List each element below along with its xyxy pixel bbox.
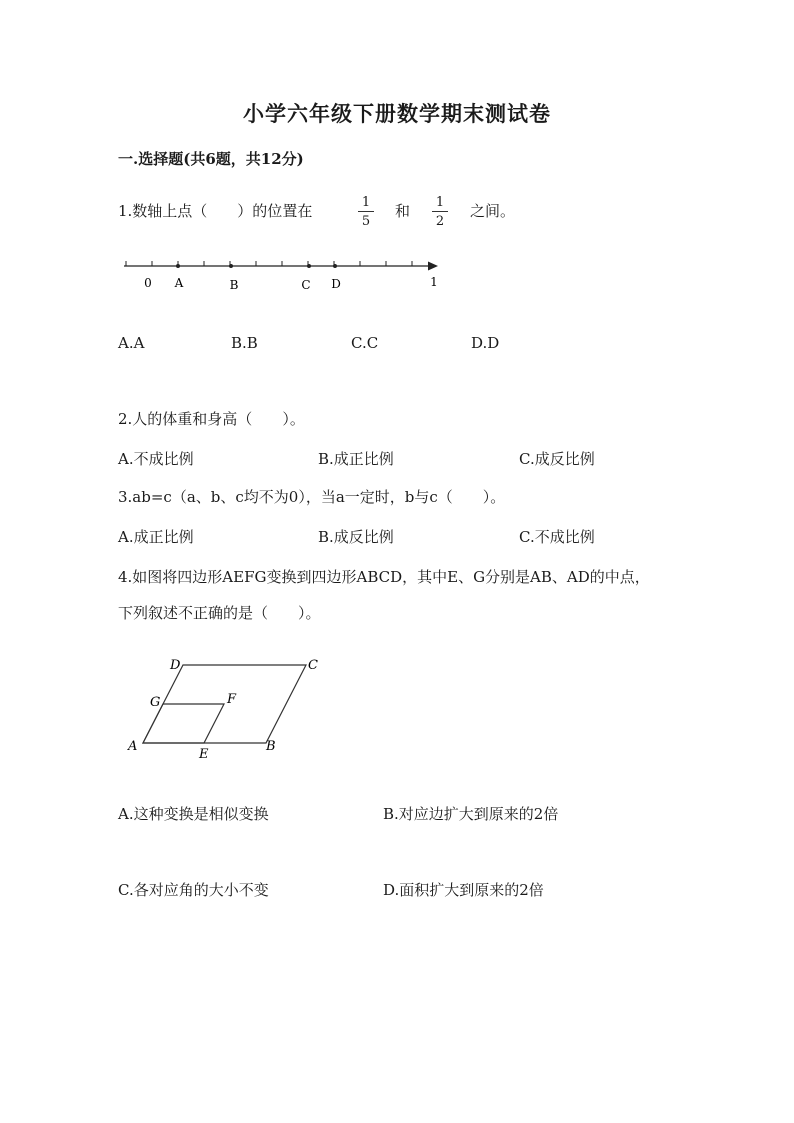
q1-frac1-denominator: 5 bbox=[361, 214, 371, 229]
q4-option-c: C.各对应角的大小不变 bbox=[118, 881, 269, 899]
label-point-d: D bbox=[331, 277, 341, 291]
q1-fraction-one-fifth bbox=[358, 196, 374, 228]
vertex-a-label: A bbox=[128, 739, 138, 754]
q2-option-a: A.不成比例 bbox=[118, 450, 194, 468]
section-heading: 一.选择题(共6题，共12分) bbox=[118, 150, 304, 168]
q4-parallelogram-figure bbox=[120, 650, 340, 765]
q1-fraction-one-half bbox=[432, 196, 448, 228]
q1-option-c: C.C bbox=[351, 334, 379, 352]
q1-frac2-numerator: 1 bbox=[432, 196, 448, 212]
vertex-b-label: B bbox=[266, 739, 276, 754]
q2-option-b: B.成正比例 bbox=[318, 450, 394, 468]
q2-option-c: C.成反比例 bbox=[519, 450, 595, 468]
q3-text: 3.ab=c（a、b、c均不为0），当a一定时，b与c（ ）。 bbox=[118, 488, 506, 506]
point-b-dot bbox=[229, 264, 233, 268]
q4-option-d: D.面积扩大到原来的2倍 bbox=[383, 881, 544, 899]
number-line-ticks bbox=[126, 261, 412, 266]
q1-prefix: 1.数轴上点（ ）的位置在 bbox=[118, 202, 313, 220]
q4-text-line1: 4.如图将四边形AEFG变换到四边形ABCD，其中E、G分别是AB、AD的中点， bbox=[118, 568, 650, 586]
q4-option-b: B.对应边扩大到原来的2倍 bbox=[383, 805, 559, 823]
q1-and: 和 bbox=[395, 202, 411, 220]
point-d-dot bbox=[333, 264, 337, 268]
label-zero: 0 bbox=[144, 276, 152, 290]
q1-frac2-denominator: 2 bbox=[435, 214, 445, 229]
vertex-c-label: C bbox=[308, 658, 318, 673]
vertex-f-label: F bbox=[227, 692, 237, 707]
vertex-g-label: G bbox=[150, 695, 161, 710]
q1-option-a: A.A bbox=[118, 334, 145, 352]
vertex-e-label: E bbox=[199, 747, 209, 762]
vertex-d-label: D bbox=[170, 658, 181, 673]
label-one: 1 bbox=[430, 275, 438, 289]
q4-option-a: A.这种变换是相似变换 bbox=[118, 805, 269, 823]
q1-number-line bbox=[118, 252, 458, 297]
q1-option-b: B.B bbox=[231, 334, 258, 352]
q1-option-d: D.D bbox=[471, 334, 500, 352]
label-point-b: B bbox=[229, 278, 239, 292]
label-point-c: C bbox=[301, 278, 311, 292]
q3-option-b: B.成反比例 bbox=[318, 528, 394, 546]
page-title: 小学六年级下册数学期末测试卷 bbox=[243, 101, 551, 126]
label-point-a: A bbox=[174, 276, 184, 290]
q4-text-line2: 下列叙述不正确的是（ ）。 bbox=[118, 604, 321, 622]
q1-frac1-numerator: 1 bbox=[358, 196, 374, 212]
point-c-dot bbox=[307, 264, 311, 268]
number-line-arrow bbox=[428, 262, 438, 271]
q3-option-a: A.成正比例 bbox=[118, 528, 194, 546]
q3-option-c: C.不成比例 bbox=[519, 528, 595, 546]
point-a-dot bbox=[176, 264, 180, 268]
q1-suffix: 之间。 bbox=[470, 202, 516, 220]
q2-text: 2.人的体重和身高（ ）。 bbox=[118, 410, 305, 428]
